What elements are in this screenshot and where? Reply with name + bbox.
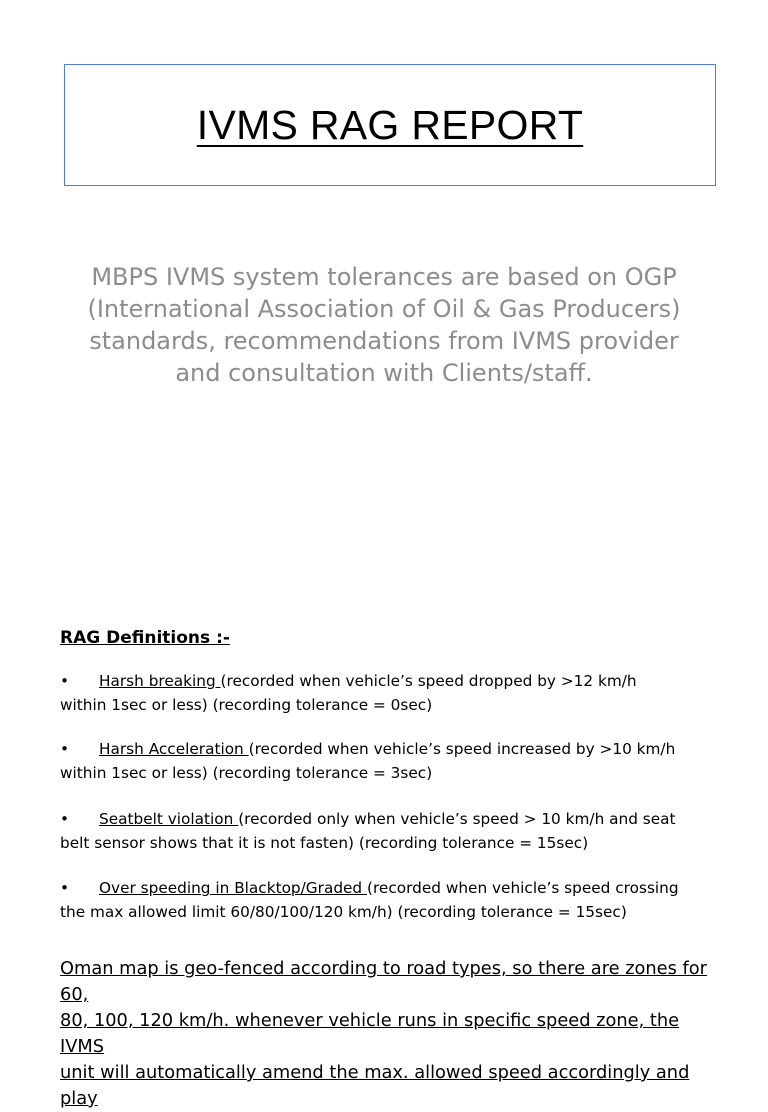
definition-text: within 1sec or less) (recording tolerance = 0sec): [60, 696, 433, 714]
oman-geofence-note: [60, 956, 720, 1112]
intro-line: (International Association of Oil & Gas Producers): [87, 295, 681, 323]
definition-term: Over speeding in Blacktop/Graded: [99, 879, 368, 897]
bullet: •: [60, 740, 70, 758]
definition-term: Harsh breaking: [99, 672, 221, 690]
definition-text: belt sensor shows that it is not fasten) (recording tolerance = 15sec): [60, 834, 589, 852]
definition-text: (recorded when vehicle’s speed crossing: [367, 879, 679, 897]
definition-harsh-acceleration: [60, 737, 700, 785]
bullet: •: [60, 879, 70, 897]
definition-text: the max allowed limit 60/80/100/120 km/h) (recording tolerance = 15sec): [60, 903, 627, 921]
intro-line: and consultation with Clients/staff.: [175, 359, 593, 387]
definition-text: within 1sec or less) (recording tolerance = 3sec): [60, 764, 433, 782]
definition-term: Seatbelt violation: [99, 810, 239, 828]
bullet: •: [60, 810, 70, 828]
note-line: unit will automatically amend the max. allowed speed accordingly and play: [60, 1062, 690, 1109]
definition-term: Harsh Acceleration: [99, 740, 249, 758]
definition-text: (recorded when vehicle’s speed dropped by >12 km/h: [220, 672, 637, 690]
definition-harsh-breaking: [60, 669, 700, 717]
title-box: [64, 64, 716, 186]
intro-paragraph: [60, 261, 708, 389]
note-line: 80, 100, 120 km/h. whenever vehicle runs in specific speed zone, the IVMS: [60, 1010, 680, 1057]
page-title: IVMS RAG REPORT: [196, 101, 584, 148]
intro-line: MBPS IVMS system tolerances are based on OGP: [91, 263, 677, 291]
note-line: Oman map is geo-fenced according to road types, so there are zones for 60,: [60, 958, 707, 1005]
intro-line: standards, recommendations from IVMS provider: [89, 327, 679, 355]
definition-seatbelt-violation: [60, 807, 700, 855]
bullet: •: [60, 672, 70, 690]
definition-over-speeding: [60, 876, 700, 924]
definition-text: (recorded when vehicle’s speed increased by >10 km/h: [248, 740, 676, 758]
definition-text: (recorded only when vehicle’s speed > 10 km/h and seat: [238, 810, 676, 828]
rag-definitions-heading: RAG Definitions :-: [60, 628, 230, 648]
